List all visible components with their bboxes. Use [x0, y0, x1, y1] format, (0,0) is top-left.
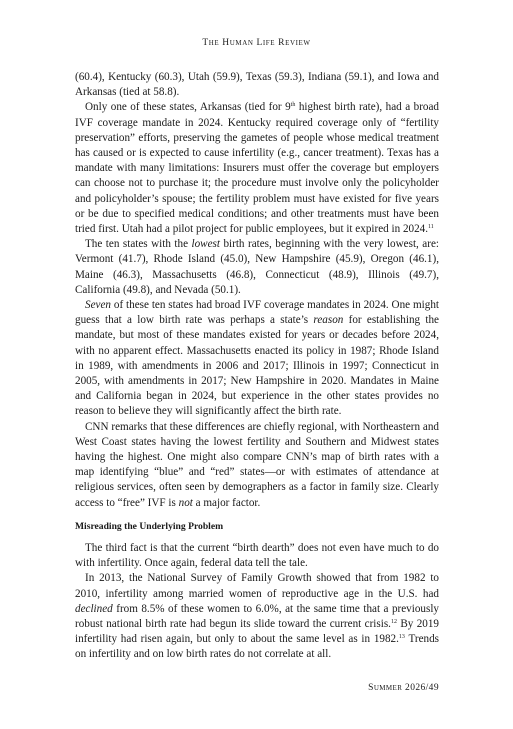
emphasis-lowest: lowest — [191, 238, 220, 251]
paragraph-4-text-a: of these ten states had broad IVF coverage mandates in 2024. One might guess that a low birth rate was perhaps a state’s — [75, 299, 439, 327]
emphasis-reason: reason — [313, 314, 344, 327]
paragraph-7-text-d: Trends on infertility and on low birth rates do not correlate at all. — [75, 633, 439, 661]
paragraph-6: The third fact is that the current “birth dearth” does not even have much to do with infertility. Once again, federal data tell the tale. — [75, 541, 439, 570]
article-body — [75, 70, 439, 663]
paragraph-2-text-a: Only one of these states, Arkansas (tied for 9 — [85, 101, 291, 114]
page-footer: Summer 2026/49 — [368, 683, 439, 693]
paragraph-5-text-b: a major factor. — [192, 496, 261, 509]
paragraph-4 — [75, 298, 439, 420]
paragraph-5-text-a: CNN remarks that these differences are chiefly regional, with Northeastern and West Coast states having the lowest fertility and Southern and Midwest states having the highest. One might also compare CNN’s map of birth rates with a map identifying “blue” and “red” states—or with estimates of attendance at religious services, often seen by demographers as a factor in family size. Clearly access to “free” IVF is — [75, 420, 439, 509]
ordinal-superscript: th — [290, 102, 296, 109]
paragraph-7-text-c: By 2019 infertility had risen again, but only to about the same level as in 1982. — [75, 617, 439, 646]
section-heading: Misreading the Underlying Problem — [75, 520, 224, 532]
paragraph-7 — [75, 571, 439, 662]
paragraph-3 — [75, 237, 439, 298]
emphasis-seven: Seven — [85, 299, 111, 312]
paragraph-2-text-b: highest birth rate), had a broad IVF coverage mandate in 2024. Kentucky required coverage only of “fertility preservation” efforts, preserving the gametes of people whose medical treatment has caused or is expected to cause infertility (e.g., cancer treatment). Texas has a mandate with many limitations: Insurers must offer the coverage but employers can choose not to purchase it; the procedure must involve only the policyholder and policyholder’s spouse; the fertility problem must have existed for five years or be due to specified medical conditions; and other treatments must have been tried first. Utah had a pilot project for public employees, but it expired in 2024. — [75, 101, 439, 236]
paragraph-7-text-b: from 8.5% of these women to 6.0%, at the same time that a previously robust national birth rate had begun its slide toward the current crisis. — [75, 602, 439, 630]
paragraph-2 — [75, 100, 439, 237]
footnote-ref-12: 12 — [390, 618, 397, 625]
emphasis-not: not — [178, 496, 193, 509]
paragraph-5 — [75, 420, 439, 511]
paragraph-3-text-b: birth rates, beginning with the very lowest, are: Vermont (41.7), Rhode Island (45.0), New Hampshire (45.9), Oregon (46.1), Maine (46.3), Massachusetts (46.8), Connecticut (48.9), Illinois (49.7), California (49.8), and Nevada (50.1). — [75, 238, 439, 296]
footnote-ref-11: 11 — [428, 224, 434, 231]
emphasis-declined: declined — [75, 602, 113, 615]
paragraph-3-text-a: The ten states with the — [85, 238, 192, 251]
paragraph-4-text-b: for establishing the mandate, but most of these mandates existed for years or decades before 2024, with no apparent effect. Massachusetts enacted its policy in 1987; Rhode Island in 1989, with amendments in 2006 and 2017; Illinois in 1997; Connecticut in 2005, with amendments in 2017; New Hampshire in 2020. Mandates in Maine and California began in 2024, but experience in the other states provides no reason to believe they will significantly affect the birth rate. — [75, 314, 440, 418]
paragraph-7-text-a: In 2013, the National Survey of Family Growth showed that from 1982 to 2010, infertility among married women of reproductive age in the U.S. had — [75, 572, 439, 600]
paragraph-1: (60.4), Kentucky (60.3), Utah (59.9), Texas (59.3), Indiana (59.1), and Iowa and Arkansas (tied at 58.8). — [75, 71, 439, 99]
running-head: The Human Life Review — [202, 38, 311, 48]
footnote-ref-13: 13 — [398, 634, 405, 641]
